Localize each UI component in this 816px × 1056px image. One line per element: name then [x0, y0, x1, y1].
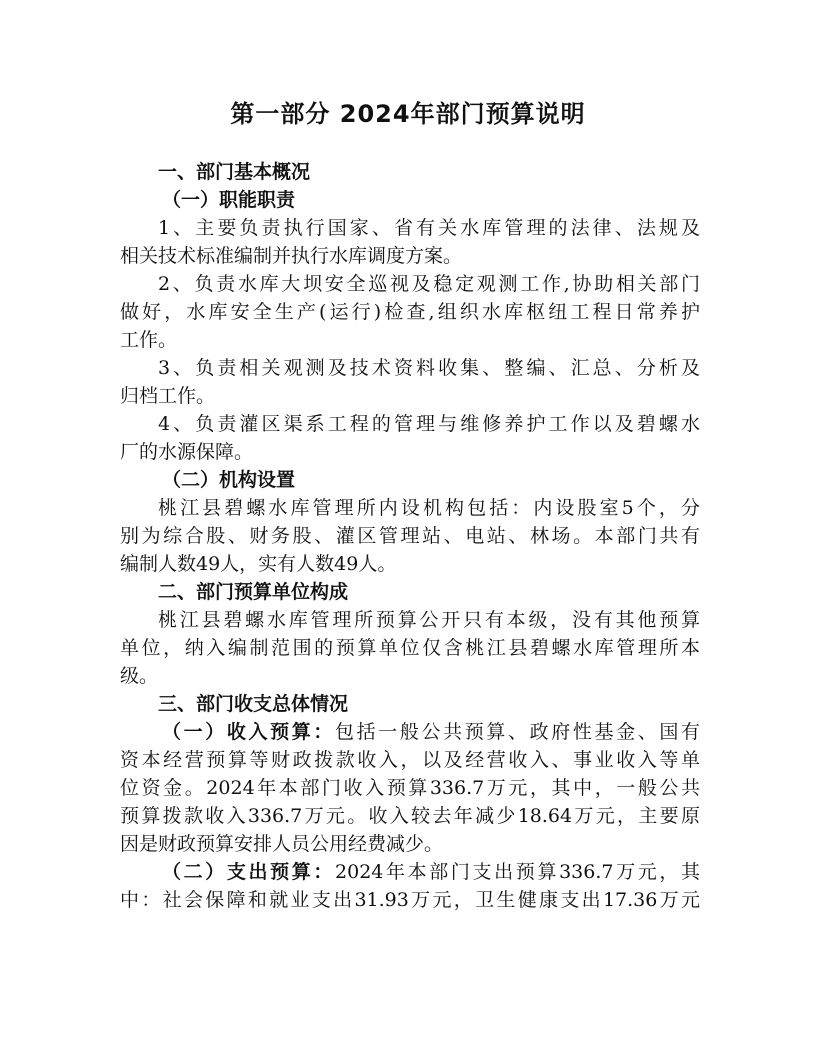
paragraph-line: 3、负责相关观测及技术资料收集、整编、汇总、分析及 — [158, 357, 700, 379]
paragraph-line: 2、负责水库大坝安全巡视及稳定观测工作,协助相关部门 — [158, 273, 700, 295]
paragraph-line: 因是财政预算安排人员公用经费减少。 — [120, 833, 444, 855]
paragraph-line: 归档工作。 — [120, 385, 216, 407]
paragraph-line: 中：社会保障和就业支出31.93万元，卫生健康支出17.36万元 — [120, 889, 700, 911]
page-title: 第一部分 2024年部门预算说明 — [230, 100, 586, 128]
section-heading-budget-overview: 三、部门收支总体情况 — [158, 693, 349, 715]
paragraph-line: 4、负责灌区渠系工程的管理与维修养护工作以及碧螺水 — [158, 413, 700, 435]
income-label: （一）收入预算： — [162, 721, 335, 743]
paragraph-line: 工作。 — [120, 329, 178, 351]
paragraph-line: 做好，水库安全生产(运行)检查,组织水库枢纽工程日常养护 — [120, 301, 700, 323]
paragraph-line: 相关技术标准编制并执行水库调度方案。 — [120, 245, 463, 267]
income-first-text: 包括一般公共预算、政府性基金、国有 — [335, 721, 700, 743]
paragraph-line: 编制人数49人，实有人数49人。 — [120, 553, 397, 575]
paragraph-line: 预算拨款收入336.7万元。收入较去年减少18.64万元，主要原 — [120, 805, 700, 827]
subsection-heading-organization: （二）机构设置 — [162, 469, 296, 491]
paragraph-line: 资本经营预算等财政拨款收入，以及经营收入、事业收入等单 — [120, 749, 700, 771]
expense-label: （二）支出预算： — [162, 861, 336, 883]
paragraph-line: 位资金。2024年本部门收入预算336.7万元，其中，一般公共 — [120, 777, 700, 799]
paragraph-line: 1、主要负责执行国家、省有关水库管理的法律、法规及 — [158, 217, 700, 239]
paragraph-line: 厂的水源保障。 — [120, 441, 254, 463]
paragraph-line: 桃江县碧螺水库管理所内设机构包括：内设股室5个，分 — [158, 497, 700, 519]
section-heading-overview: 一、部门基本概况 — [158, 161, 311, 183]
paragraph-line: 桃江县碧螺水库管理所预算公开只有本级，没有其他预算 — [158, 609, 700, 631]
paragraph-line: 单位，纳入编制范围的预算单位仅含桃江县碧螺水库管理所本 — [120, 637, 700, 659]
paragraph-line: 别为综合股、财务股、灌区管理站、电站、林场。本部门共有 — [120, 525, 700, 547]
paragraph-line: 级。 — [120, 665, 159, 687]
section-heading-units: 二、部门预算单位构成 — [158, 581, 349, 603]
expense-first-text: 2024年本部门支出预算336.7万元，其 — [335, 861, 700, 883]
subsection-heading-functions: （一）职能职责 — [162, 189, 296, 211]
expense-first-line — [162, 858, 700, 886]
income-first-line — [162, 718, 700, 746]
